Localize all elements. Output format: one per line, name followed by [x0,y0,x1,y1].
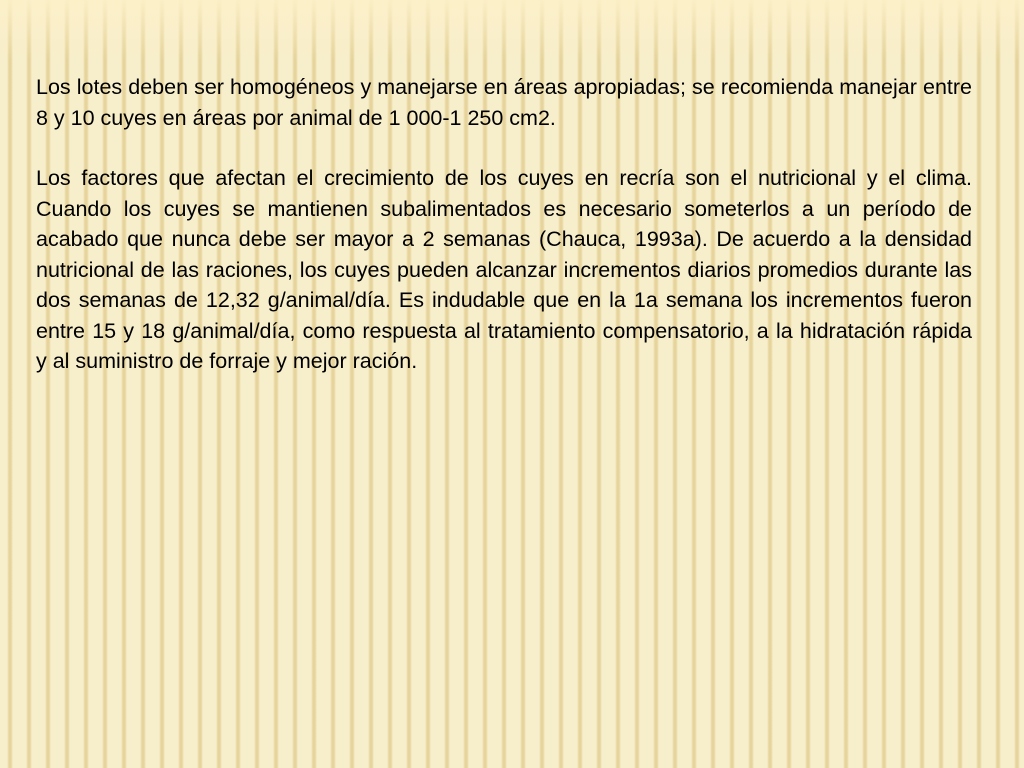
slide-body [36,72,972,377]
paragraph-stocking-density: Los lotes deben ser homogéneos y manejarse en áreas apropiadas; se recomienda manejar entre 8 y 10 cuyes en áreas por animal de 1 000-1 250 cm2. [36,75,972,130]
background-top-fade [0,0,1024,60]
paragraph-growth-factors: Los factores que afectan el crecimiento de los cuyes en recría son el nutricional y el clima. Cuando los cuyes se mantienen subalimentados es necesario someterlos a un período de acabado que nunca debe ser mayor a 2 semanas (Chauca, 1993a). De acuerdo a la densidad nutricional de las raciones, los cuyes pueden alcanzar incrementos diarios promedios durante las dos semanas de 12,32 g/animal/día. Es indudable que en la 1a semana los incrementos fueron entre 15 y 18 g/animal/día, como respuesta al tratamiento compensatorio, a la hidratación rápida y al suministro de forraje y mejor ración. [36,166,972,373]
